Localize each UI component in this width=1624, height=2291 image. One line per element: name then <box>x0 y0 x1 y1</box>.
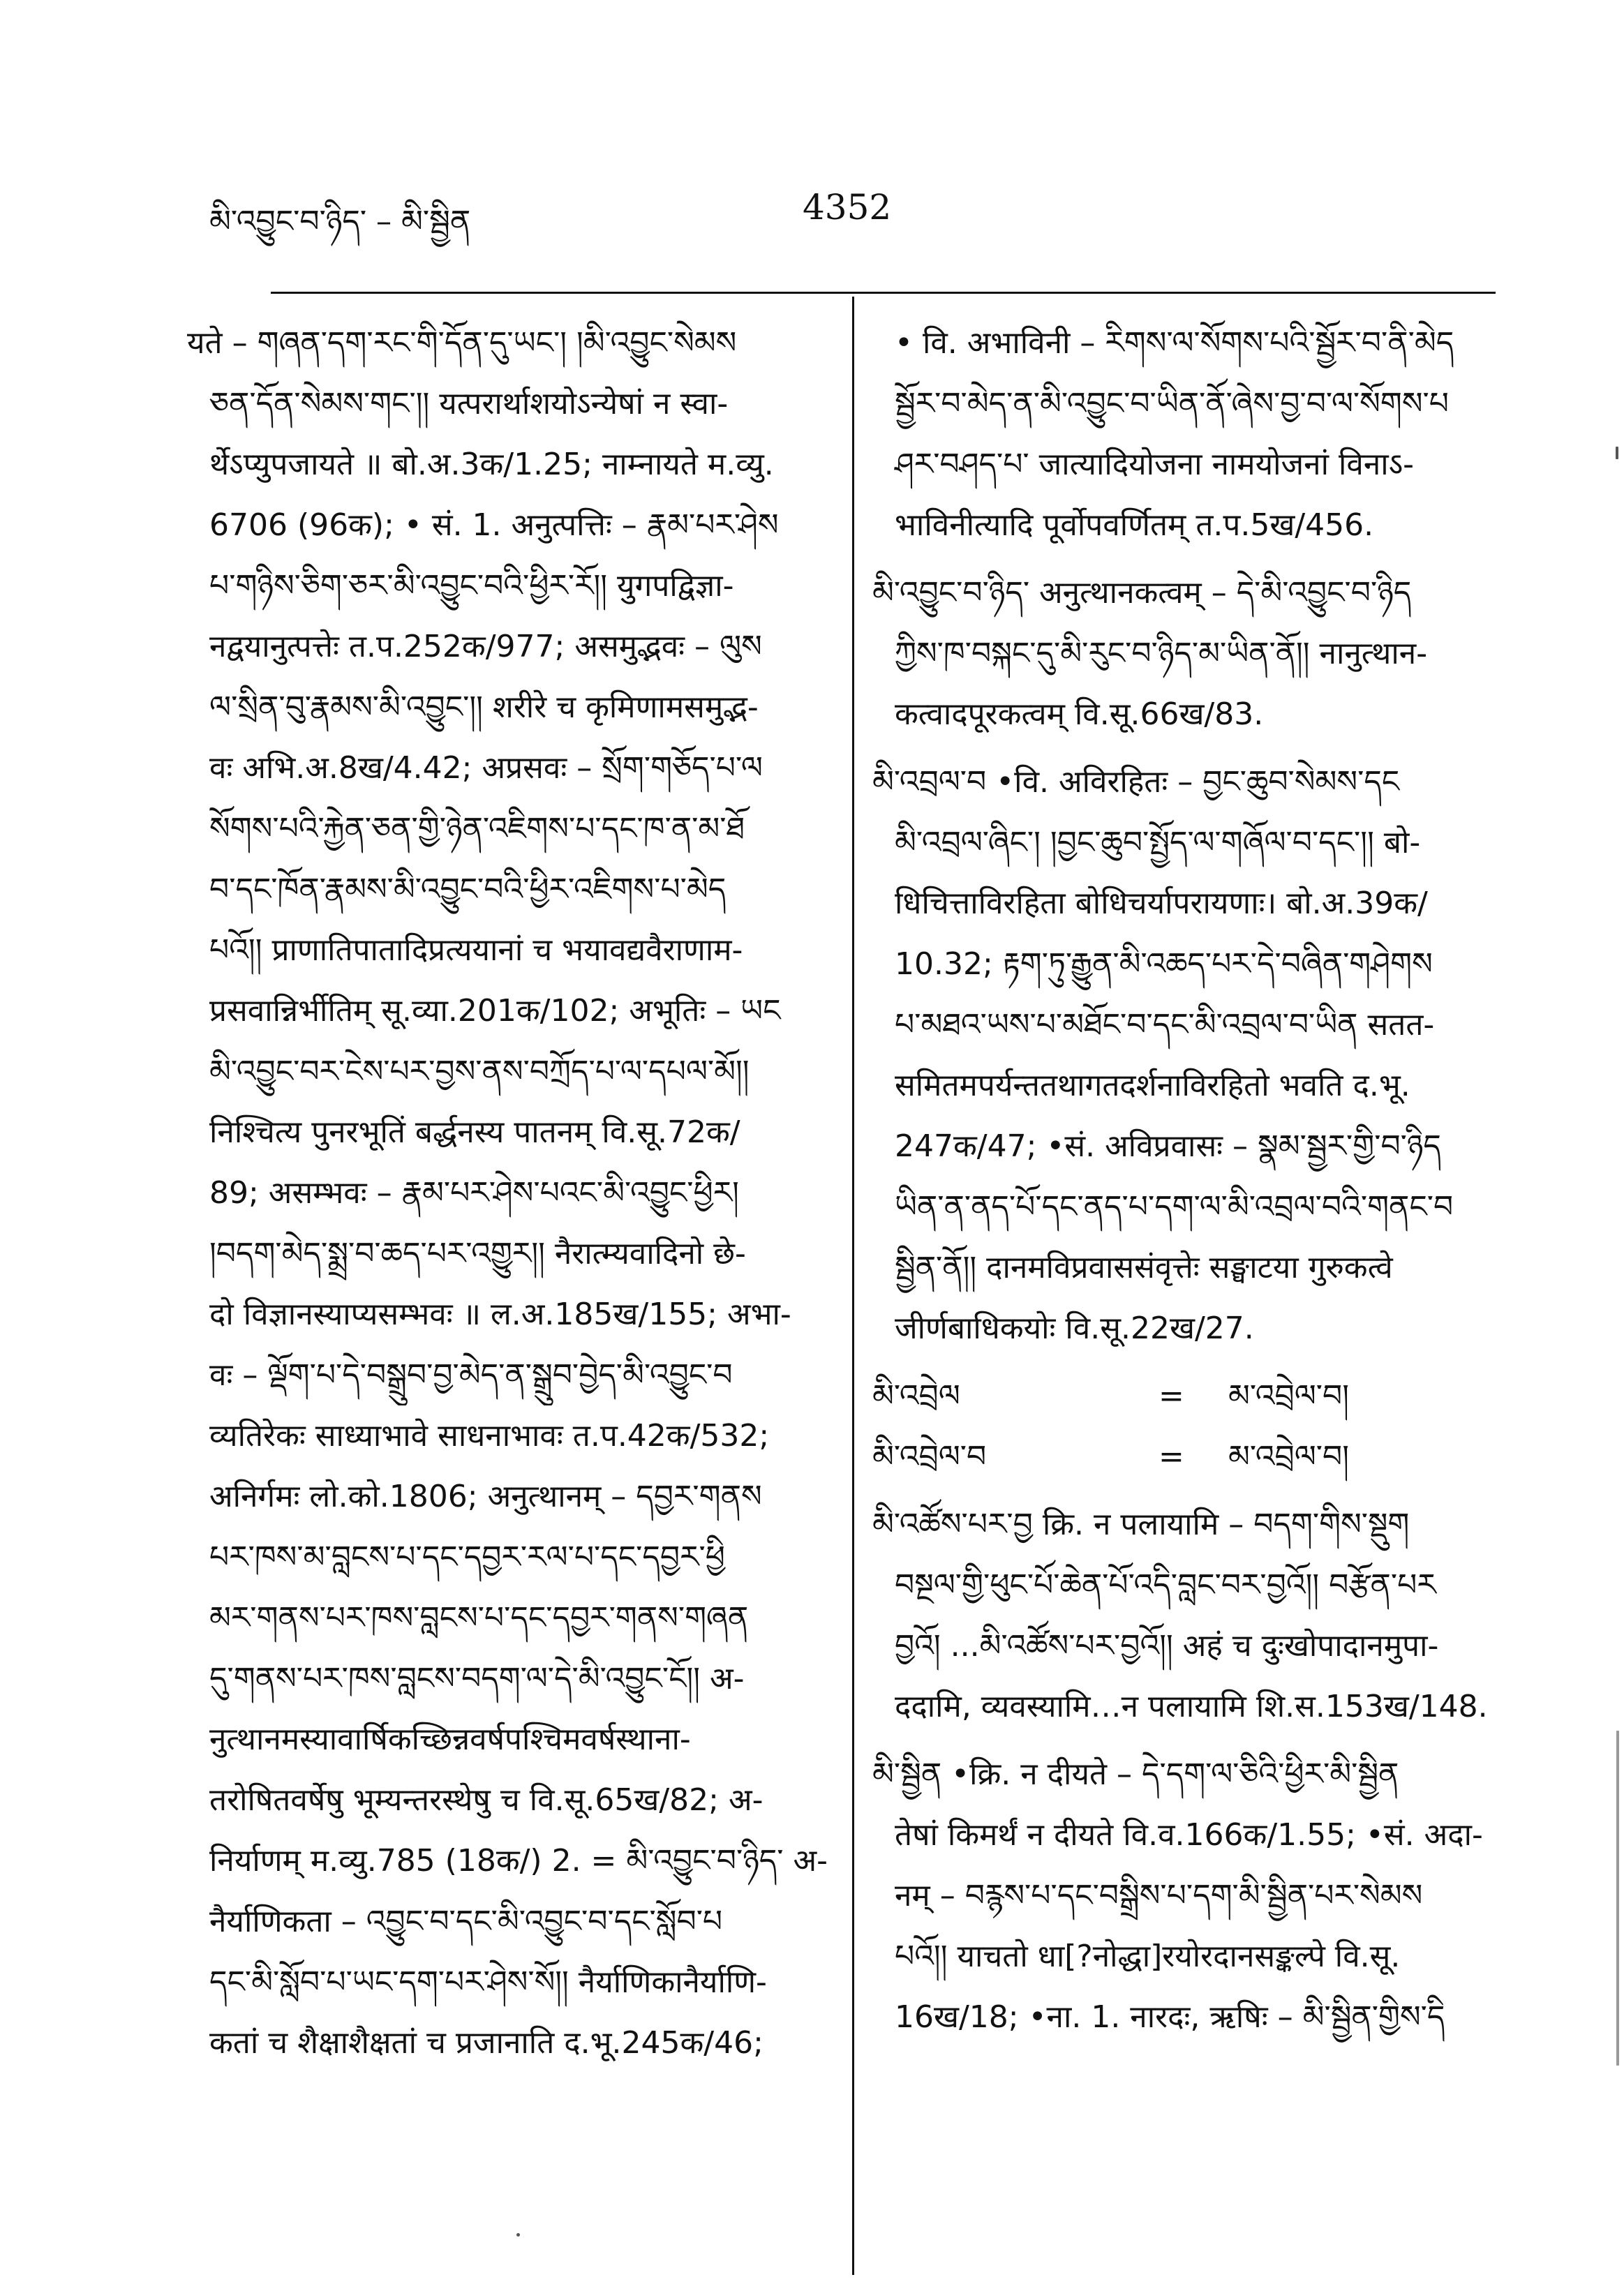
running-head: མི་འབྱུང་བ་ཉིད་ – མི་སྦྱིན <box>209 204 471 239</box>
column-divider <box>852 297 854 2275</box>
entry-line: པ་མཐའ་ཡས་པ་མཐོང་བ་དང་མི་འབྲལ་བ་ཡིན सतत- <box>895 1007 1435 1043</box>
headword-line: མི་སྦྱིན •क्रि. न दीयते – དེ་དག་ལ་ཅིའི་ཕྱིར་མི་སྦྱིན <box>872 1756 1399 1792</box>
entry-line: 6706 (96क); • सं. 1. अनुत्पत्तिः – རྣམ་པར་ཤེས <box>209 507 779 543</box>
cross-reference-target: མ་འབྲེལ་བ། <box>1228 1378 1350 1414</box>
scan-speck <box>516 2233 520 2237</box>
scan-speck <box>1616 447 1618 459</box>
entry-line: 247क/47; •सं. अविप्रवासः – སྣམ་སྦྱར་གྱི་བ་ཉིད <box>895 1128 1441 1164</box>
header-rule <box>271 292 1496 294</box>
right-column <box>872 313 1493 2047</box>
entry-line: པའོ།། प्राणातिपातादिप्रत्ययानां च भयावद्यवैराणाम- <box>209 932 743 968</box>
entry-line: वः – ལྡོག་པ་དེ་བསྒྲུབ་བྱ་མེད་ན་སྒྲུབ་བྱེད་མི་འབྱུང་བ <box>209 1357 733 1393</box>
cross-reference-headword: མི་འབྲེལ <box>872 1378 960 1414</box>
headword-line: མི་འཚོས་པར་བྱ क्रि. न पलायामि – བདག་གིས་སྡུག <box>872 1507 1410 1542</box>
entry-line: समितमपर्यन्ततथागतदर्शनाविरहितो भवति द.भू. <box>895 1068 1410 1103</box>
entry-line: दो विज्ञानस्याप्यसम्भवः ॥ ल.अ.185ख/155; अभा- <box>209 1297 791 1332</box>
entry-line: བྱའོ། ...མི་འཚོས་པར་བྱའོ།། अहं च दुःखोपादानमुपा- <box>895 1628 1439 1664</box>
entry-line: कतां च शैक्षाशैक्षतां च प्रजानाति द.भू.245क/46; <box>209 2025 763 2061</box>
entry-line: अनिर्गमः लो.को.1806; अनुत्थानम् – དབྱར་གནས <box>209 1479 762 1514</box>
entry-line: धिचित्ताविरहिता बोधिचर्यापरायणाः। बो.अ.39क/ <box>895 886 1428 921</box>
entry-line: नुत्थानमस्यावार्षिकच्छिन्नवर्षपश्चिमवर्षस्थाना- <box>209 1722 691 1757</box>
entry-line: ཅན་དོན་སེམས་གང་།། यत्परार्थाशयोऽन्येषां न स्वा- <box>209 386 729 421</box>
scan-speck <box>1616 1731 1619 2066</box>
entry-line: निश्चित्य पुनरभूतिं बर्द्धनस्य पातनम् वि.सू.72क/ <box>209 1114 740 1150</box>
entry-line: མི་འབྲལ་ཞིང་། །བྱང་ཆུབ་སྤྱོད་ལ་གཞོལ་བ་དང་།། बो- <box>895 825 1421 860</box>
entry-line: नैर्याणिकता – འབྱུང་བ་དང་མི་འབྱུང་བ་དང་སློབ་པ <box>209 1904 723 1939</box>
cross-reference-headword: མི་འབྲེལ་བ <box>872 1439 987 1475</box>
cross-reference-target: མ་འབྲེལ་བ། <box>1228 1439 1350 1475</box>
entry-line: མར་གནས་པར་ཁས་བླངས་པ་དང་དབྱར་གནས་གཞན <box>209 1600 749 1636</box>
entry-line: པ་གཉིས་ཅིག་ཅར་མི་འབྱུང་བའི་ཕྱིར་རོ།། युगपद्विज्ञा- <box>209 568 734 604</box>
entry-line: དང་མི་སློབ་པ་ཡང་དག་པར་ཤེས་སོ།། नैर्याणिकानैर्याणि- <box>209 1964 767 2000</box>
entry-line: यते – གཞན་དག་རང་གི་དོན་དུ་ཡང་། །མི་འབྱུང་སེམས <box>187 325 737 361</box>
entry-line: སོགས་པའི་རྐྱེན་ཅན་གྱི་ཉེན་འཇིགས་པ་དང་ཁ་ན་མ་ཐོ <box>209 811 745 846</box>
entry-line: ཤར་བཤད་པ་ जात्यादियोजना नामयोजनां विनाऽ- <box>895 447 1415 482</box>
page-number: 4352 <box>803 187 892 227</box>
headword-line: མི་འབྲལ་བ •वि. अविरहितः – བྱང་ཆུབ་སེམས་དང <box>872 764 1400 800</box>
entry-line: ཡིན་ན་ནད་པོ་དང་ནད་པ་དག་ལ་མི་འབྲལ་བའི་གནང་བ <box>895 1189 1454 1225</box>
entry-line: नद्वयानुत्पत्तेः त.प.252क/977; असमुद्भवः – ལུས <box>209 629 762 664</box>
equals-sign: = <box>1159 1378 1184 1414</box>
entry-line: वः अभि.अ.8ख/4.42; अप्रसवः – སྲོག་གཅོད་པ་ལ <box>209 750 763 786</box>
entry-line: प्रसवान्निर्भीतिम् सू.व्या.201क/102; अभूतिः – ཡང <box>209 993 781 1029</box>
entry-line: སྦྱིན་ནོ།། दानमविप्रवाससंवृत्तेः सङ्घाटया गुरुकत्वे <box>895 1250 1393 1285</box>
entry-line: 16ख/18; •ना. 1. नारदः, ऋषिः – མི་སྦྱིན་གྱིས་དི <box>895 1999 1445 2035</box>
entry-line: པར་ཁས་མ་བླངས་པ་དང་དབྱར་རལ་པ་དང་དབྱར་ཕྱི <box>209 1539 725 1575</box>
entry-line: व्यतिरेकः साध्याभावे साधनाभावः त.प.42क/532; <box>209 1418 770 1454</box>
entry-line: 89; असम्भवः – རྣམ་པར་ཤེས་པའང་མི་འབྱུང་ཕྱིར། <box>209 1175 739 1211</box>
equals-sign: = <box>1159 1439 1184 1475</box>
entry-line: • वि. अभाविनी – རིགས་ལ་སོགས་པའི་སྦྱོར་བ་ནི་མེད <box>895 325 1454 361</box>
entry-line: ददामि, व्यवस्यामि…न पलायामि शि.स.153ख/148. <box>895 1689 1488 1724</box>
entry-line: བ་དང་ཁོན་རྣམས་མི་འབྱུང་བའི་ཕྱིར་འཇིགས་པ་མེད <box>209 872 727 907</box>
entry-line: དུ་གནས་པར་ཁས་བླངས་བདག་ལ་དེ་མི་འབྱུང་ངོ།། अ- <box>209 1661 745 1696</box>
cross-reference-row <box>872 1426 1493 1487</box>
entry-line: བསྔལ་གྱི་ཕུང་པོ་ཆེན་པོ་འདི་བླང་བར་བྱའོ།། བརྩོན་པར <box>895 1567 1436 1603</box>
entry-line: भाविनीत्यादि पूर्वोपवर्णितम् त.प.5ख/456. <box>895 507 1374 543</box>
left-column <box>187 313 829 2073</box>
entry-line: नम् – བརྙས་པ་དང་བསྒྲིས་པ་དག་མི་སྦྱིན་པར་སེམས <box>895 1878 1423 1913</box>
entry-line: जीर्णबाधिकयोः वि.सू.22ख/27. <box>895 1311 1254 1346</box>
entry-line: སྦྱོར་བ་མེད་ན་མི་འབྱུང་བ་ཡིན་ནོ་ཞེས་བྱ་བ་ལ་སོགས་པ <box>895 386 1449 421</box>
entry-line: र्थेऽप्युपजायते ॥ बो.अ.3क/1.25; नाम्नायते म.व्यु. <box>209 447 774 482</box>
entry-line: པའོ།། याचतो धा[?नोद्धा]रयोरदानसङ्कल्पे वि.सू. <box>895 1939 1401 1974</box>
headword-line: མི་འབྱུང་བ་ཉིད་ अनुत्थानकत्वम् – དེ་མི་འབྱུང་བ་ཉིད <box>872 575 1412 611</box>
entry-line: །བདག་མེད་སྨྲ་བ་ཆད་པར་འགྱུར།། नैरात्म्यवादिनो छे- <box>209 1236 746 1271</box>
entry-line: तेषां किमर्थं न दीयते वि.व.166क/1.55; •सं. अदा- <box>895 1817 1483 1853</box>
entry-line: तरोषितवर्षेषु भूम्यन्तरस्थेषु च वि.सू.65ख/82; अ- <box>209 1782 763 1818</box>
entry-line: ལ་སྲིན་བུ་རྣམས་མི་འབྱུང་།། शरीरे च कृमिणामसमुद्भ- <box>209 689 759 725</box>
entry-line: कत्वादपूरकत्वम् वि.सू.66ख/83. <box>895 696 1264 732</box>
entry-line: ཀྱིས་ཁ་བསྐང་དུ་མི་རུང་བ་ཉིད་མ་ཡིན་ནོ།། नानुत्थान- <box>895 636 1428 671</box>
cross-reference-row <box>872 1366 1493 1426</box>
entry-line: निर्याणम् म.व्यु.785 (18क/) 2. = མི་འབྱུང་བ་ཉིད་ अ- <box>209 1843 828 1879</box>
entry-line: མི་འབྱུང་བར་ངེས་པར་བྱས་ནས་བཀྲོད་པ་ལ་དཔལ་མོ།། <box>209 1054 750 1089</box>
entry-line: 10.32; རྟག་ཏུ་རྒྱུན་མི་འཆད་པར་དེ་བཞིན་གཤེགས <box>895 946 1433 982</box>
